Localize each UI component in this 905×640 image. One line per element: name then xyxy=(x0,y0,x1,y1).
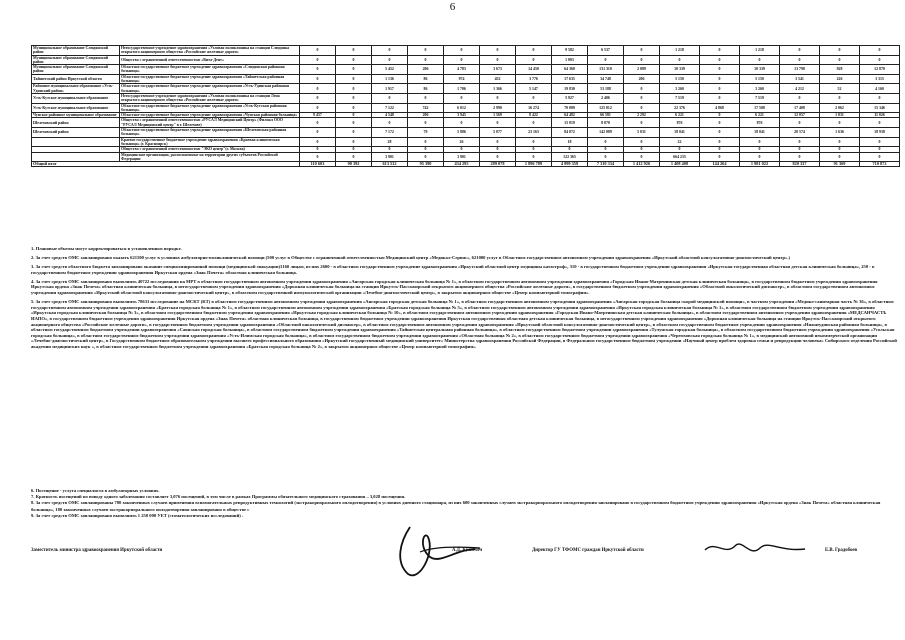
value-cell: 4 548 xyxy=(372,113,408,118)
value-cell: 0 xyxy=(300,93,336,103)
total-value-cell: 434 295 xyxy=(444,162,480,167)
value-cell: 1 917 xyxy=(372,84,408,94)
value-cell: 0 xyxy=(860,46,900,56)
value-cell: 0 xyxy=(860,118,900,128)
value-cell: 664 235 xyxy=(660,152,700,162)
note-9: 9. За счет средств ОМС запланировано выполнить 1 250 000 УЕТ (стоматологических исследований) . xyxy=(31,512,244,518)
value-cell: 5 150 xyxy=(740,74,780,84)
table-row xyxy=(32,93,900,103)
table-row xyxy=(32,74,900,84)
value-cell: 0 xyxy=(860,93,900,103)
value-cell: 0 xyxy=(588,152,624,162)
value-cell: 0 xyxy=(740,55,780,65)
value-cell: 226 xyxy=(820,74,860,84)
value-cell: 3 673 xyxy=(480,65,516,75)
value-cell: 0 xyxy=(820,93,860,103)
area-cell xyxy=(32,152,120,162)
area-cell: Тайшетский район Иркутской области xyxy=(32,74,120,84)
note-8: 8. За счет средств ОМС запланированы 780 законченных случаев применения вспомогательных репродуктивных технологий (экстракорпорального оплодотворения) в условиях дневного стационара, из них 600 законченных случаев экстракорпорального оплодотворения запланировано в государственном бюджетном учреждении здравоохранения «Иркутская ордена «Знак Почета» областная клиническая больница», 180 законченных случаев экстракорпорального оплодотворения запланировано в обществе с xyxy=(31,500,881,512)
value-cell: 0 xyxy=(480,152,516,162)
total-value-cell: 1 896 789 xyxy=(516,162,552,167)
area-cell xyxy=(32,137,120,147)
value-cell: 0 xyxy=(336,128,372,138)
value-cell: 0 xyxy=(860,147,900,152)
value-cell: 18 041 xyxy=(660,128,700,138)
value-cell: 131 310 xyxy=(588,65,624,75)
total-value-cell: 1 408 408 xyxy=(660,162,700,167)
total-value-cell: 110 603 xyxy=(300,162,336,167)
value-cell: 0 xyxy=(780,93,820,103)
value-cell: 0 xyxy=(408,55,444,65)
value-cell: 34 748 xyxy=(588,74,624,84)
value-cell: 84 072 xyxy=(552,128,588,138)
value-cell: 206 xyxy=(408,65,444,75)
value-cell: 928 xyxy=(820,65,860,75)
total-value-cell: 144 264 xyxy=(700,162,740,167)
value-cell: 0 xyxy=(300,55,336,65)
value-cell: 5 927 xyxy=(552,93,588,103)
value-cell: 0 xyxy=(780,46,820,56)
organization-cell: Областное государственное бюджетное учреждение здравоохранения «Шелеховская районная больница» xyxy=(120,128,300,138)
value-cell: 0 xyxy=(444,46,480,56)
table-row xyxy=(32,55,900,65)
value-cell: 0 xyxy=(780,137,820,147)
value-cell: 3 315 xyxy=(860,74,900,84)
value-cell: 0 xyxy=(336,113,372,118)
notes-block-2 xyxy=(31,488,897,519)
value-cell: 0 xyxy=(408,46,444,56)
value-cell: 18 xyxy=(552,137,588,147)
value-cell: 0 xyxy=(408,118,444,128)
note-4: 4. За счет средств ОМС запланировано выполнить 40722 исследования на МРТ в областном государственном автономном учреждении здравоохранения «Ангарская городская клиническая больница № 1», в областном государственном автономном учреждении здравоохранения «Городская Ивано-Матренинская детская клиническая больница», в государственном бюджетном учреждении здравоохранения Иркутская ордена «Знак Почета» областная клиническая больница, в негосударственном учреждении здравоохранения «Дорожная клиническая больница на станции Иркутск-Пассажирский открытого акционерного общества «Российские железные дороги», в государственном бюджетном учреждении здравоохранения «Областной онкологический диспансер», в областном государственном автономном учреждении здравоохранения «Иркутский областной консультативно-диагностический центр», в областном государственной иммунологической организации «Лечебно-диагностический центр», в закрытом акционерном обществе «Центр компьютерной томографии». xyxy=(31,278,878,296)
value-cell: 0 xyxy=(300,147,336,152)
value-cell: 0 xyxy=(300,137,336,147)
note-1: 1. Плановые объемы могут корректироваться в установленном порядке. xyxy=(31,246,182,251)
note-5: 5. За счет средств ОМС запланировано выполнить 78631 исследование на МСКТ (КТ) в областном государственном автономном учреждении здравоохранения «Ангарская городская детская больница № 1», в областном государственном автономном учреждении здравоохранения «Ангарская городская больница скорой медицинской помощи», в частном учреждении «Медико-санитарная часть № 36», в областном государственном автономном учреждении здравоохранения «Братская городская больница № 1», в областном государственном автономном учреждении здравоохранения «Братская городская больница № 5», в областном государственном автономном учреждении здравоохранения «Иркутская городская клиническая больница № 1», в областном государственном бюджетном учреждении здравоохранения «Иркутская городская клиническая больница № 3», в областном государственном бюджетном учреждении здравоохранения «Иркутская городская клиническая больница № 10», в областном государственном автономном учреждении здравоохранения «Городская Ивано-Матренинская детская клиническая больница», в областном государственном автономном учреждении здравоохранения «МЕДСАНЧАСТЬ ИАПО», в государственном бюджетном учреждении здравоохранения Иркутская ордена «Знак Почета» областная клиническая больница, в государственном бюджетном учреждении здравоохранения Иркутская государственная областная детская клиническая больница, в негосударственном учреждении здравоохранения «Дорожная клиническая больница на станции Иркутск-Пассажирский открытого акционерного общества «Российские железные дороги», в государственном бюджетном учреждении здравоохранения «Областной онкологический диспансер», в областном государственном автономном учреждении здравоохранения «Иркутский областной консультативно-диагностический центр», в областном государственном бюджетном учреждении здравоохранения «Нижнеудинская районная больница», в областном государственном бюджетном учреждении здравоохранения «Саянская городская больница», в областном государственном бюджетном учреждении здравоохранения «Тайшетская центральная районная больница», в областном государственном бюджетном учреждении здравоохранения «Тулунская городская больница», в областном государственном бюджетном учреждении здравоохранения «Усольская городская больница», в областном государственном бюджетном учреждении здравоохранения «Усть-Илимская городская больница», в областном государственном бюджетном учреждении здравоохранения «Областная больница № 2», в областном государственном бюджетном учреждении здравоохранения «Черемховская городская больница № 1», в медицинской автономной некоммерческой организации «Лечебно-диагностический центр», в Государственном бюджетном образовательном учреждении высшего профессионального образования «Иркутский государственный медицинский университет» Министерства здравоохранения Российской Федерации, в Федеральном государственном бюджетном учреждении «Научный центр проблем здоровья семьи и репродукции человека» Сибирского отделения Российской академии медицинских наук », в областном государственном бюджетном учреждении здравоохранения «Братская городская больница № 2», в закрытом акционерном обществе «Центр компьютерной томографии». xyxy=(31,299,897,349)
total-value-cell: 820 337 xyxy=(780,162,820,167)
value-cell: 0 xyxy=(516,147,552,152)
value-cell: 7 172 xyxy=(372,128,408,138)
left-signatory-title: Заместитель министра здравоохранения Иркутской области xyxy=(31,548,163,553)
page-number: 6 xyxy=(449,1,456,13)
value-cell: 8 422 xyxy=(516,113,552,118)
organization-cell: Негосударственное учреждение здравоохранения «Узловая поликлиника на станции Слюдянка открытого акционерного общества «Российские железные дороги» xyxy=(120,46,300,56)
value-cell: 53 188 xyxy=(588,84,624,94)
value-cell: 0 xyxy=(860,137,900,147)
value-cell: 0 xyxy=(480,46,516,56)
value-cell: 79 xyxy=(408,128,444,138)
value-cell: 206 xyxy=(408,113,444,118)
table-row xyxy=(32,128,900,138)
value-cell: 0 xyxy=(552,147,588,152)
value-cell: 6 012 xyxy=(444,103,480,113)
value-cell: 1 218 xyxy=(740,46,780,56)
value-cell: 0 xyxy=(588,55,624,65)
value-cell: 0 xyxy=(700,113,740,118)
area-cell: Усть-Кутское муниципальное образование xyxy=(32,103,120,113)
value-cell: 0 xyxy=(336,103,372,113)
value-cell: 0 xyxy=(740,152,780,162)
value-cell: 0 xyxy=(700,46,740,56)
value-cell: 0 xyxy=(700,147,740,152)
note-7: 7. Кратность посещений по поводу одного заболевания составляет 3,076 посещений, в том числе в рамках Программы обязательного медицинского страхования – 3,028 посещения. xyxy=(31,494,406,500)
value-cell: 0 xyxy=(624,118,660,128)
note-6: 6. Посещение - услуга специалиста в амбулаторных условиях. xyxy=(31,488,160,493)
value-cell: 0 xyxy=(660,147,700,152)
value-cell: 0 xyxy=(408,93,444,103)
value-cell: 0 xyxy=(300,74,336,84)
value-cell: 0 xyxy=(624,46,660,56)
value-cell: 12 870 xyxy=(860,65,900,75)
total-value-cell: 4 999 359 xyxy=(552,162,588,167)
organization-cell: Медицинские организации, расположенные на территории других субъектов Российской Федерации xyxy=(120,152,300,162)
value-cell: 1 636 xyxy=(820,128,860,138)
value-cell: 0 xyxy=(516,118,552,128)
value-cell: 0 xyxy=(300,103,336,113)
note-3: 3. За счет средств областного бюджета запланировано оказание специализированной помощи (медицинской эвакуации)3160 лицам, из них 2600 - в областном государственном учреждение здравоохранения «Иркутский областной центр медицины катастроф», 310 - в государственном бюджетном учреждении здравоохранения «Иркутская государственная областная детская клиническая больница», 250 - в государственном бюджетном учреждении здравоохранения Иркутская ордена «Знак Почета» областная клиническая больница. xyxy=(31,264,875,275)
value-cell: 876 xyxy=(740,118,780,128)
value-cell: 742 xyxy=(408,103,444,113)
value-cell: 16 274 xyxy=(516,103,552,113)
notes-block xyxy=(31,246,897,353)
organization-cell: Краевое государственное бюджетное учреждение здравоохранения «Краевая клиническая больница» (г. Красноярск) xyxy=(120,137,300,147)
total-value-cell: 1 981 022 xyxy=(740,162,780,167)
value-cell: 0 xyxy=(588,147,624,152)
value-cell: 0 xyxy=(740,147,780,152)
value-cell: 26 xyxy=(444,137,480,147)
value-cell: 3 901 xyxy=(444,152,480,162)
value-cell: 2 062 xyxy=(820,103,860,113)
value-cell: 66 581 xyxy=(588,113,624,118)
value-cell: 0 xyxy=(624,103,660,113)
value-cell: 17 635 xyxy=(552,74,588,84)
handwritten-signature-right xyxy=(700,528,810,568)
value-cell: 6 221 xyxy=(740,113,780,118)
value-cell: 0 xyxy=(700,118,740,128)
value-cell: 0 xyxy=(820,55,860,65)
volumes-table xyxy=(31,45,900,167)
value-cell: 5 886 xyxy=(444,128,480,138)
value-cell: 0 xyxy=(336,147,372,152)
value-cell: 28 xyxy=(372,137,408,147)
value-cell: 2 292 xyxy=(624,113,660,118)
value-cell: 122 365 xyxy=(552,152,588,162)
value-cell: 1 136 xyxy=(372,74,408,84)
value-cell: 0 xyxy=(372,118,408,128)
value-cell: 86 xyxy=(408,74,444,84)
value-cell: 125 012 xyxy=(588,103,624,113)
value-cell: 0 xyxy=(372,93,408,103)
value-cell: 0 xyxy=(408,152,444,162)
value-cell: 13 798 xyxy=(780,65,820,75)
total-value-cell: 90 392 xyxy=(336,162,372,167)
value-cell: 0 xyxy=(624,84,660,94)
value-cell: 10 339 xyxy=(660,65,700,75)
value-cell: 2 406 xyxy=(588,93,624,103)
value-cell: 0 xyxy=(516,152,552,162)
value-cell: 1 218 xyxy=(660,46,700,56)
value-cell: 0 xyxy=(624,152,660,162)
value-cell: 4 160 xyxy=(860,84,900,94)
area-cell: Шелеховский район xyxy=(32,128,120,138)
value-cell: 0 xyxy=(820,46,860,56)
organization-cell: Областное государственное бюджетное учреждение здравоохранения «Тайшетская районная больница» xyxy=(120,74,300,84)
value-cell: 0 xyxy=(780,55,820,65)
value-cell: 18 938 xyxy=(860,128,900,138)
value-cell: 0 xyxy=(336,137,372,147)
organization-cell: Областное государственное бюджетное учреждение здравоохранения «Усть-Кутская районная больница» xyxy=(120,103,300,113)
value-cell: 0 xyxy=(300,65,336,75)
value-cell: 52 xyxy=(820,84,860,94)
value-cell: 0 xyxy=(336,74,372,84)
value-cell: 452 xyxy=(480,74,516,84)
value-cell: 19 830 xyxy=(552,84,588,94)
area-cell: Усть-Кутское муниципальное образование xyxy=(32,93,120,103)
value-cell: 0 xyxy=(820,147,860,152)
value-cell: 0 xyxy=(480,137,516,147)
value-cell: 7 519 xyxy=(660,93,700,103)
value-cell: 0 xyxy=(480,93,516,103)
value-cell: 0 xyxy=(300,46,336,56)
value-cell: 0 xyxy=(516,93,552,103)
value-cell: 64 360 xyxy=(552,65,588,75)
value-cell: 0 xyxy=(740,137,780,147)
value-cell: 86 xyxy=(408,84,444,94)
value-cell: 0 xyxy=(480,118,516,128)
left-signatory-name: А.Д. Кузнечеч xyxy=(452,548,483,553)
organization-cell: Общество с ограниченной ответственностью «РУСАЛ Медицинский Центр» (Филиал ООО "РУСАЛ Медицинский центр" в г. Шелехове) xyxy=(120,118,300,128)
value-cell: 0 xyxy=(372,46,408,56)
value-cell: 23 163 xyxy=(516,128,552,138)
value-cell: 0 xyxy=(408,137,444,147)
value-cell: 14 450 xyxy=(516,65,552,75)
total-row xyxy=(32,162,900,167)
organization-cell: Общество с ограниченной ответственностью "ЭКО центр"(г. Москва) xyxy=(120,147,300,152)
total-value-cell: 289 078 xyxy=(480,162,516,167)
value-cell: 3 260 xyxy=(740,84,780,94)
value-cell: 0 xyxy=(336,118,372,128)
value-cell: 5 452 xyxy=(372,65,408,75)
value-cell: 0 xyxy=(624,137,660,147)
value-cell: 0 xyxy=(336,93,372,103)
value-cell: 4 783 xyxy=(444,65,480,75)
area-cell: Чунское районное муниципальное образование xyxy=(32,113,120,118)
value-cell: 1 706 xyxy=(444,84,480,94)
table-row xyxy=(32,103,900,113)
value-cell: 22 xyxy=(660,137,700,147)
value-cell: 3 260 xyxy=(660,84,700,94)
value-cell: 0 xyxy=(624,93,660,103)
value-cell: 0 xyxy=(516,46,552,56)
value-cell: 0 xyxy=(700,137,740,147)
value-cell: 7 122 xyxy=(372,103,408,113)
table-row xyxy=(32,137,900,147)
value-cell: 3 776 xyxy=(516,74,552,84)
value-cell: 0 xyxy=(780,147,820,152)
value-cell: 9 457 xyxy=(300,113,336,118)
value-cell: 2 089 xyxy=(624,65,660,75)
value-cell: 0 xyxy=(408,147,444,152)
value-cell: 3 901 xyxy=(372,152,408,162)
value-cell: 5 031 xyxy=(624,128,660,138)
value-cell: 1 366 xyxy=(480,84,516,94)
value-cell: 0 xyxy=(700,128,740,138)
value-cell: 0 xyxy=(516,137,552,147)
value-cell: 12 057 xyxy=(780,113,820,118)
table-row xyxy=(32,46,900,56)
value-cell: 0 xyxy=(820,118,860,128)
value-cell: 876 xyxy=(660,118,700,128)
value-cell: 17 408 xyxy=(780,103,820,113)
total-value-cell: 710 872 xyxy=(860,162,900,167)
total-value-cell: 1 412 926 xyxy=(624,162,660,167)
value-cell: 0 xyxy=(372,55,408,65)
value-cell: 10 339 xyxy=(740,65,780,75)
organization-cell: Общество с ограниченной ответственностью «Вита-Дент» xyxy=(120,55,300,65)
area-cell: Муниципальное образование Слюдянский район xyxy=(32,46,120,56)
value-cell: 0 xyxy=(336,152,372,162)
value-cell: 0 xyxy=(516,55,552,65)
value-cell: 0 xyxy=(820,137,860,147)
value-cell: 1 569 xyxy=(480,113,516,118)
value-cell: 0 xyxy=(336,55,372,65)
note-2: 2. За счет средств ОМС запланировано оказать 621500 услуг в условиях амбулаторно-поликлинической помощи (500 услуг в Обществе с ограниченной ответственностью Медицинский центр «Медикал-Сервис», 621000 услуг в Областном государственном автономном учреждении здравоохранения «Иркутский областной консультативно-диагностический центр».) xyxy=(31,255,791,261)
organization-cell: Областное государственное бюджетное учреждение здравоохранения «Усть-Удинская районная больница» xyxy=(120,84,300,94)
value-cell: 0 xyxy=(860,152,900,162)
right-signatory-title: Директор ГУ ТФОМС граждан Иркутской области xyxy=(532,548,644,553)
table-row xyxy=(32,118,900,128)
total-label: Общий итог xyxy=(32,162,300,167)
value-cell: 0 xyxy=(624,147,660,152)
total-value-cell: 95 390 xyxy=(408,162,444,167)
table-row xyxy=(32,84,900,94)
value-cell: 0 xyxy=(700,84,740,94)
value-cell: 0 xyxy=(780,118,820,128)
value-cell: 0 xyxy=(700,74,740,84)
value-cell: 0 xyxy=(700,93,740,103)
table-row xyxy=(32,65,900,75)
value-cell: 0 xyxy=(700,152,740,162)
value-cell: 22 376 xyxy=(660,103,700,113)
value-cell: 0 xyxy=(700,55,740,65)
value-cell: 0 xyxy=(300,128,336,138)
value-cell: 6 221 xyxy=(660,113,700,118)
value-cell: 0 xyxy=(372,147,408,152)
organization-cell: Негосударственное учреждение здравоохранения «Узловая поликлиника на станции Лена открытого акционерного общества «Российские железные дороги» xyxy=(120,93,300,103)
value-cell: 206 xyxy=(624,74,660,84)
value-cell: 0 xyxy=(860,55,900,65)
value-cell: 4 868 xyxy=(700,103,740,113)
value-cell: 0 xyxy=(700,65,740,75)
value-cell: 64 482 xyxy=(552,113,588,118)
total-value-cell: 91 369 xyxy=(820,162,860,167)
value-cell: 3 541 xyxy=(780,74,820,84)
value-cell: 15 819 xyxy=(552,118,588,128)
value-cell: 974 xyxy=(444,74,480,84)
value-cell: 18 041 xyxy=(740,128,780,138)
right-signatory-name: Е.В. Градобоев xyxy=(825,548,858,553)
value-cell: 5 077 xyxy=(480,128,516,138)
value-cell: 4 212 xyxy=(780,84,820,94)
value-cell: 0 xyxy=(480,55,516,65)
organization-cell: Областное государственное бюджетное учреждение здравоохранения «Чунская районная больница» xyxy=(120,113,300,118)
value-cell: 20 574 xyxy=(780,128,820,138)
total-value-cell: 613 532 xyxy=(372,162,408,167)
value-cell: 0 xyxy=(336,65,372,75)
value-cell: 7 519 xyxy=(740,93,780,103)
area-cell: Районное муниципальное образование «Усть-Удинский район» xyxy=(32,84,120,94)
value-cell: 0 xyxy=(444,147,480,152)
value-cell: 2 990 xyxy=(480,103,516,113)
area-cell: Шелеховский район xyxy=(32,118,120,128)
value-cell: 9 582 xyxy=(552,46,588,56)
value-cell: 0 xyxy=(820,152,860,162)
value-cell: 0 xyxy=(300,118,336,128)
value-cell: 142 089 xyxy=(588,128,624,138)
value-cell: 5 147 xyxy=(516,84,552,94)
value-cell: 1 003 xyxy=(552,55,588,65)
value-cell: 0 xyxy=(780,152,820,162)
total-value-cell: 7 310 334 xyxy=(588,162,624,167)
area-cell: Муниципальное образование Слюдянский район xyxy=(32,65,120,75)
value-cell: 0 xyxy=(660,55,700,65)
value-cell: 0 xyxy=(300,152,336,162)
value-cell: 11 026 xyxy=(860,113,900,118)
value-cell: 0 xyxy=(588,137,624,147)
value-cell: 8 070 xyxy=(588,118,624,128)
value-cell: 0 xyxy=(444,55,480,65)
value-cell: 6 537 xyxy=(588,46,624,56)
value-cell: 0 xyxy=(444,93,480,103)
value-cell: 0 xyxy=(336,84,372,94)
value-cell: 15 346 xyxy=(860,103,900,113)
table-row xyxy=(32,152,900,162)
value-cell: 5 150 xyxy=(660,74,700,84)
organization-cell: Областное государственное бюджетное учреждение здравоохранения «Слюдянская районная больница» xyxy=(120,65,300,75)
value-cell: 1 031 xyxy=(820,113,860,118)
area-cell: Муниципальное образование Слюдянский район xyxy=(32,55,120,65)
value-cell: 0 xyxy=(300,84,336,94)
value-cell: 70 009 xyxy=(552,103,588,113)
value-cell: 0 xyxy=(624,55,660,65)
value-cell: 0 xyxy=(444,118,480,128)
value-cell: 3 945 xyxy=(444,113,480,118)
value-cell: 0 xyxy=(480,147,516,152)
value-cell: 17 508 xyxy=(740,103,780,113)
value-cell: 0 xyxy=(336,46,372,56)
